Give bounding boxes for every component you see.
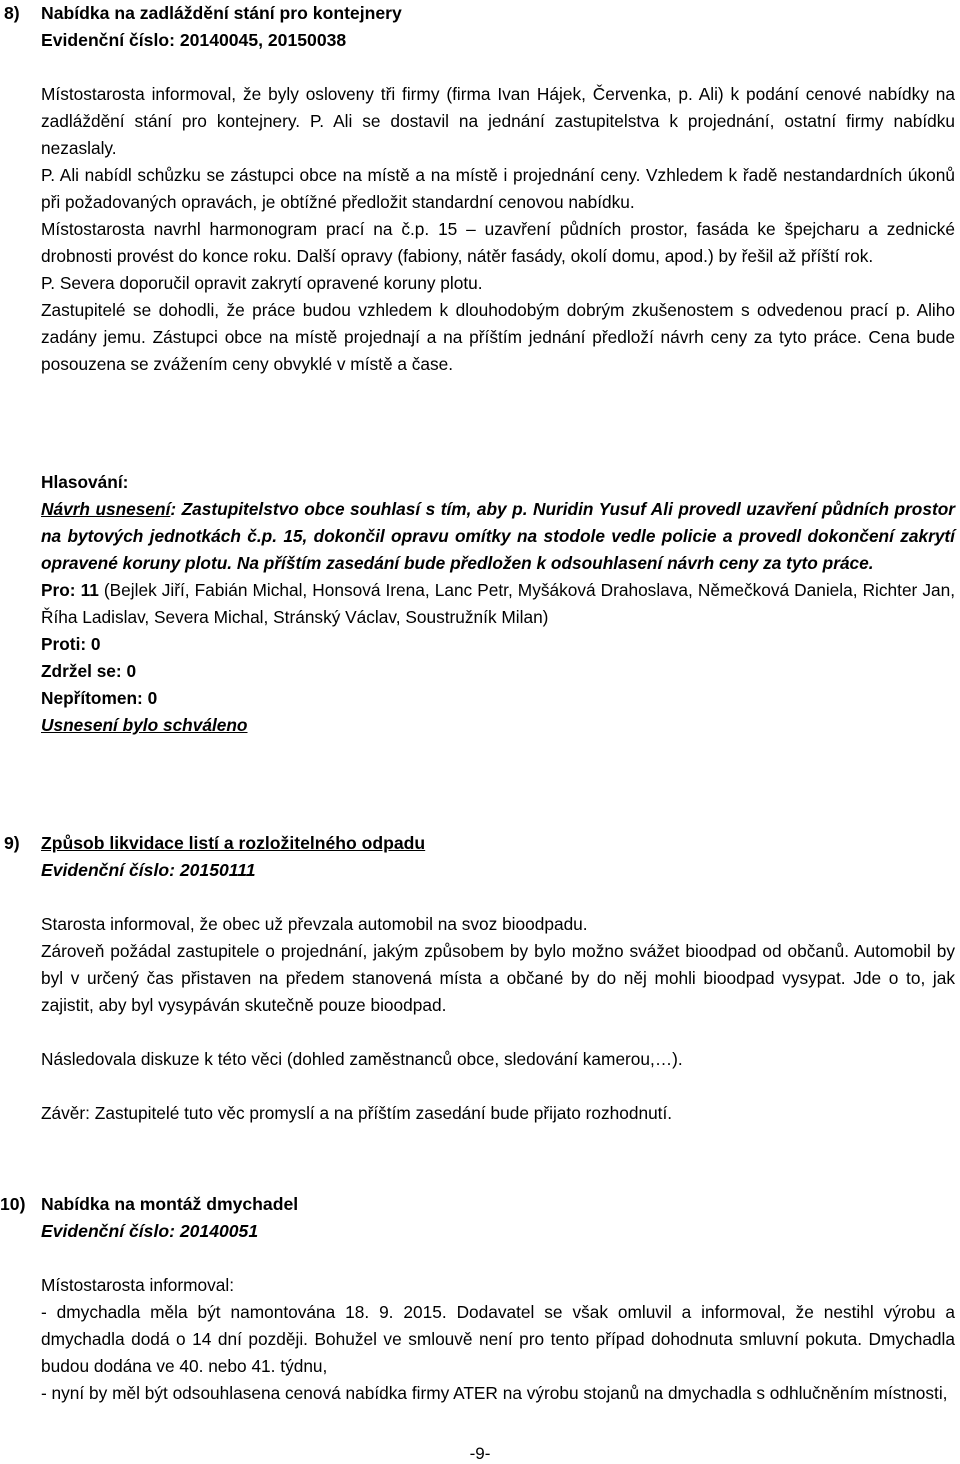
paragraph: Místostarosta informoval, že byly osloveny tři firmy (firma Ivan Hájek, Červenka, p. Ali) k podání cenové nabídky na zadláždění stání pro kontejnery. P. Ali se dostavil na jednání zastupitelstva k projednání, ostatní firmy nabídku nezaslaly. bbox=[41, 84, 955, 158]
section-10 bbox=[0, 1191, 960, 1407]
section-title: Způsob likvidace listí a rozložitelného odpadu bbox=[41, 833, 426, 853]
motion-text: Zastupitelstvo obce souhlasí s tím, aby p. Nuridin Yusuf Ali provedl uzavření půdních prostor na bytových jednotkách č.p. 15, dokončil opravu omítky na stodole vedle policie a provedl dokončení zakrytí opravené koruny plotu. Na příštím zasedání bude předložen k odsouhlasení návrh ceny za tyto práce. bbox=[41, 499, 955, 573]
paragraph: Místostarosta navrhl harmonogram prací na č.p. 15 – uzavření půdních prostor, fasáda ke špejcharu a zednické drobnosti provést do konce roku. Další opravy (fabiony, nátěr fasády, okolí domu, apod.) by řešil až příští rok. bbox=[41, 219, 955, 266]
section-title: Nabídka na montáž dmychadel bbox=[41, 1194, 299, 1214]
paragraph: P. Severa doporučil opravit zakrytí opravené koruny plotu. bbox=[41, 273, 483, 293]
vote-pro bbox=[41, 577, 955, 631]
paragraph: Závěr: Zastupitelé tuto věc promyslí a na příštím zasedání bude přijato rozhodnutí. bbox=[41, 1103, 673, 1123]
paragraph: P. Ali nabídl schůzku se zástupci obce na místě a na místě i projednání ceny. Vzhledem k řadě nestandardních úkonů při požadovaných opravách, je obtížné předložit standardní cenovou nabídku. bbox=[41, 165, 955, 212]
section-number: 8) bbox=[4, 3, 20, 23]
section-heading bbox=[0, 1191, 960, 1218]
paragraph: Místostarosta informoval: bbox=[41, 1275, 235, 1295]
paragraph: Zastupitelé se dohodli, že práce budou vzhledem k dlouhodobým dobrým zkušenostem s odvedenou prací p. Aliho zadány jemu. Zástupci obce na místě projednají a na příštím jednání předloží návrh ceny za tyto práce. Cena bude posouzena se zvážením ceny obvyklé v místě a čase. bbox=[41, 300, 955, 374]
vote-heading: Hlasování: bbox=[41, 472, 129, 492]
section-heading bbox=[0, 0, 960, 27]
paragraph: Starosta informoval, že obec už převzala automobil na svoz bioodpadu. bbox=[41, 914, 588, 934]
section-heading bbox=[0, 830, 960, 857]
section-number: 10) bbox=[0, 1194, 26, 1214]
motion-separator: : bbox=[170, 499, 182, 519]
evidence-number: Evidenční číslo: 20140045, 20150038 bbox=[41, 30, 347, 50]
vote-zdrzel: Zdržel se: 0 bbox=[41, 661, 137, 681]
motion bbox=[41, 496, 955, 577]
paragraph: - dmychadla měla být namontována 18. 9. 2015. Dodavatel se však omluvil a informoval, že nestihl výrobu a dmychadla dodá o 14 dní později. Bohužel ve smlouvě není pro tento případ dohodnuta smluvní pokuta. Dmychadla budou dodána ve 40. nebo 41. týdnu, bbox=[41, 1302, 955, 1376]
motion-label: Návrh usnesení bbox=[41, 499, 171, 519]
voting-block bbox=[0, 469, 960, 739]
section-8 bbox=[0, 0, 960, 378]
paragraph: Zároveň požádal zastupitele o projednání, jakým způsobem by bylo možno svážet bioodpad od občanů. Automobil by byl v určený čas přistaven na předem stanovená místa a občané by do něj mohli bioodpad vysypat. Jde o to, jak zajistit, aby byl vysypáván skutečně pouze bioodpad. bbox=[41, 941, 955, 1015]
pro-label: Pro: 11 bbox=[41, 580, 99, 600]
section-title: Nabídka na zadláždění stání pro kontejnery bbox=[41, 3, 402, 23]
pro-names: (Bejlek Jiří, Fabián Michal, Honsová Irena, Lanc Petr, Myšáková Drahoslava, Němečková Daniela, Richter Jan, Říha Ladislav, Severa Michal, Stránský Václav, Soustružník Milan) bbox=[41, 580, 955, 627]
vote-nepritomen: Nepřítomen: 0 bbox=[41, 688, 158, 708]
paragraph: - nyní by měl být odsouhlasena cenová nabídka firmy ATER na výrobu stojanů na dmychadla s odhlučněním místnosti, bbox=[41, 1383, 948, 1403]
evidence-number: Evidenční číslo: 20150111 bbox=[41, 860, 256, 880]
section-number: 9) bbox=[4, 833, 20, 853]
page-number: -9- bbox=[469, 1444, 491, 1463]
section-9 bbox=[0, 830, 960, 1127]
vote-result: Usnesení bylo schváleno bbox=[41, 715, 248, 735]
paragraph: Následovala diskuze k této věci (dohled zaměstnanců obce, sledování kamerou,…). bbox=[41, 1049, 683, 1069]
vote-proti: Proti: 0 bbox=[41, 634, 101, 654]
evidence-number: Evidenční číslo: 20140051 bbox=[41, 1221, 259, 1241]
